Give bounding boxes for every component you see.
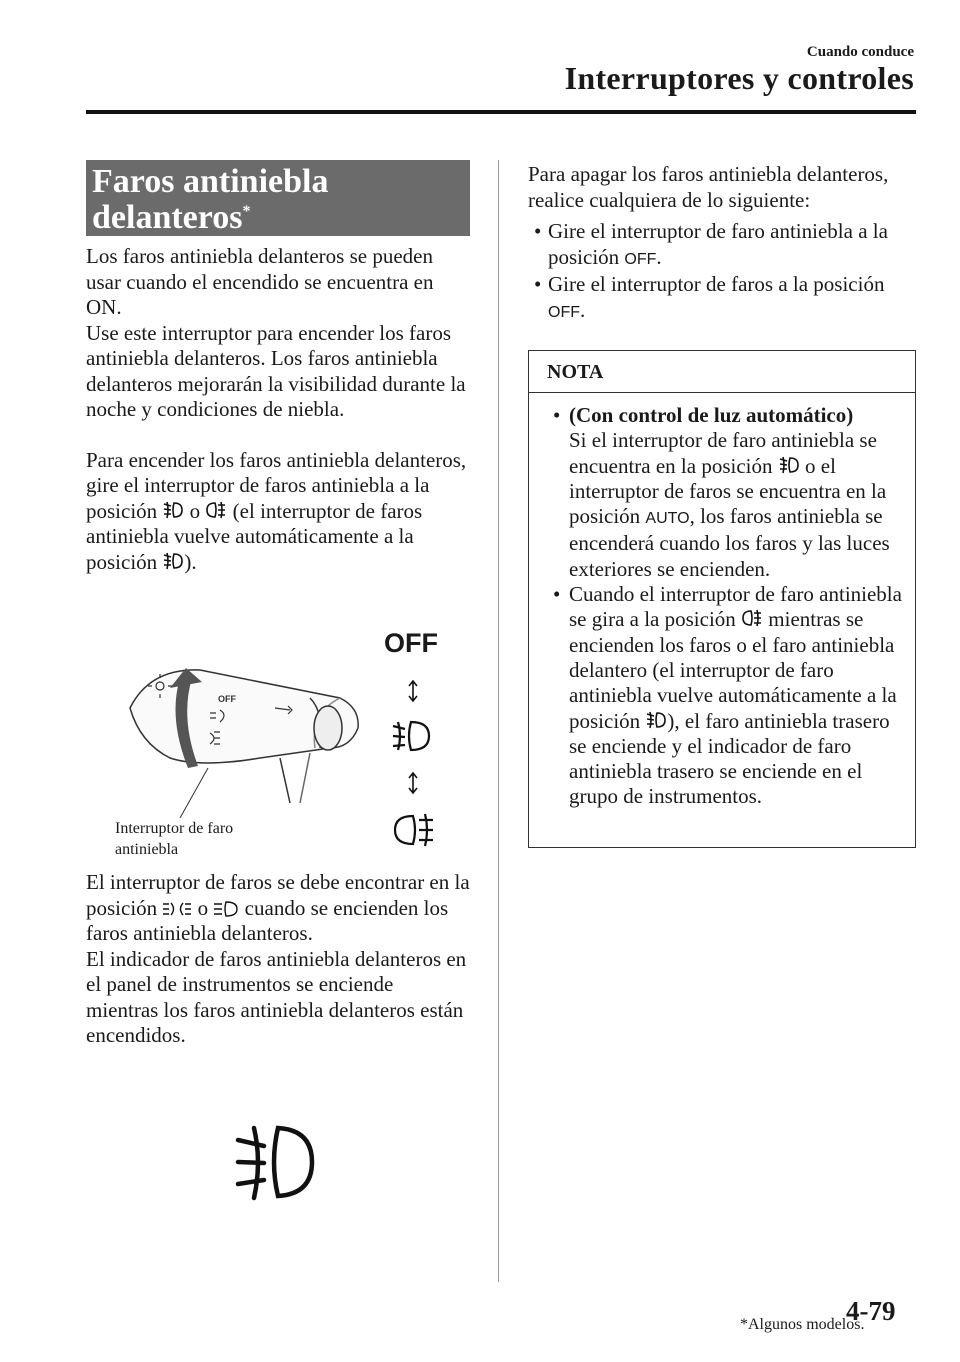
figure-caption xyxy=(115,818,233,860)
page-number: 4-79 xyxy=(846,1296,896,1326)
left-column-top xyxy=(86,244,470,575)
turn-on-text-b: o xyxy=(189,498,201,523)
turn-on-text-a: Para encender los faros antiniebla delanteros, gire el interruptor de faros antiniebla a la posición xyxy=(86,447,467,523)
front-fog-icon xyxy=(162,550,184,572)
note-heading: NOTA xyxy=(529,351,915,393)
right-column xyxy=(528,162,916,325)
turn-on-paragraph xyxy=(86,448,470,576)
rear-fog-icon xyxy=(205,499,227,521)
purpose-paragraph: Use este interruptor para encender los faros antiniebla delanteros. Los faros antiniebla delanteros mejorarán la visibilidad durante la noche y condiciones de niebla. xyxy=(86,320,466,421)
rear-fog-icon xyxy=(741,607,763,629)
off-label: OFF xyxy=(548,303,580,321)
switch-stalk-drawing xyxy=(130,670,358,803)
front-fog-indicator-icon xyxy=(234,1118,318,1204)
bullet: • xyxy=(534,219,542,243)
section-title-line2-text: delanteros xyxy=(92,199,243,236)
indicator-paragraph: El indicador de faros antiniebla delanteros en el panel de instrumentos se enciende mientras los faros antiniebla delanteros están encendidos. xyxy=(86,946,467,1047)
chapter-label: Cuando conduce xyxy=(806,44,914,60)
note-text-b: o el interruptor de faros se encuentra en la posición xyxy=(569,453,887,529)
page-title: Interruptores y controles xyxy=(564,60,914,96)
note-text-b: mientras se encienden los faros o el faro antiniebla delantero (el interruptor de faro antiniebla vuelve automáticamente a la posición xyxy=(569,607,897,733)
bullet: • xyxy=(553,582,561,607)
bullet: • xyxy=(534,272,542,296)
note-text-c: , los faros antiniebla se encenderá cuando los faros y las luces exteriores se encienden. xyxy=(569,504,890,581)
headlight-text-a: El interruptor de faros se debe encontrar en la posición xyxy=(86,870,470,920)
note-item-title: (Con control de luz automático) xyxy=(569,403,854,427)
position-diagram xyxy=(385,678,445,868)
front-fog-icon xyxy=(645,709,667,731)
figure-caption-line1: Interruptor de faro xyxy=(115,820,234,837)
turn-off-list xyxy=(528,219,916,325)
turn-off-intro: Para apagar los faros antiniebla delanteros, realice cualquiera de lo siguiente: xyxy=(528,162,889,212)
off-position-label: OFF xyxy=(384,628,438,658)
header-rule xyxy=(86,110,916,114)
headlight-text-c: cuando se encienden los faros antiniebla delanteros. xyxy=(86,895,449,945)
note-body xyxy=(529,393,915,810)
list-item-text: Gire el interruptor de faros a la posición xyxy=(548,272,885,296)
note-text-a: Si el interruptor de faro antiniebla se encuentra en la posición xyxy=(569,428,877,478)
intro-paragraph: Los faros antiniebla delanteros se pueden usar cuando el encendido se encuentra en ON. xyxy=(86,244,434,319)
footnote: *Algunos modelos. xyxy=(740,1316,865,1333)
bullet: • xyxy=(553,403,561,427)
note-item xyxy=(547,582,907,810)
note-item-text xyxy=(569,428,907,582)
parking-light-icon xyxy=(162,900,192,918)
figure-caption-line2: antiniebla xyxy=(115,841,179,858)
caption-leader-line xyxy=(180,768,208,818)
turn-on-text-d: ). xyxy=(184,549,197,574)
turn-on-text-c: (el interruptor de faros antiniebla vuelve automáticamente a la posición xyxy=(86,498,423,574)
stalk-off-mark: OFF xyxy=(218,694,236,704)
off-label: OFF xyxy=(624,250,657,268)
left-column-bottom xyxy=(86,870,470,1049)
note-box xyxy=(528,350,916,848)
note-item xyxy=(547,403,907,582)
section-title-line2 xyxy=(92,200,470,236)
column-divider xyxy=(498,160,499,1282)
section-title-line1: Faros antiniebla xyxy=(92,163,329,200)
note-text-a: Cuando el interruptor de faro antiniebla se gira a la posición xyxy=(569,582,902,632)
headlight-icon xyxy=(213,900,239,918)
note-text-c: ), el faro antiniebla trasero se enciende y el indicador de faro antiniebla trasero se enciende en el grupo de instrumentos. xyxy=(569,708,890,809)
double-arrow-2 xyxy=(409,773,417,793)
list-item: • Gire el interruptor de faro antiniebla a la posición OFF. xyxy=(534,219,888,269)
front-fog-icon xyxy=(778,454,800,476)
front-fog-icon xyxy=(162,499,184,521)
section-title xyxy=(86,160,470,236)
headlight-text-b: o xyxy=(197,895,209,920)
double-arrow-1 xyxy=(409,681,417,701)
auto-label: AUTO xyxy=(645,510,690,528)
headlight-position-paragraph xyxy=(86,870,470,947)
list-item: • Gire el interruptor de faros a la posición OFF. xyxy=(534,272,885,322)
rear-fog-icon xyxy=(395,814,433,846)
front-fog-icon xyxy=(393,722,429,750)
list-item-text: Gire el interruptor de faro antiniebla a la posición xyxy=(548,219,888,269)
model-asterisk: * xyxy=(242,203,251,220)
